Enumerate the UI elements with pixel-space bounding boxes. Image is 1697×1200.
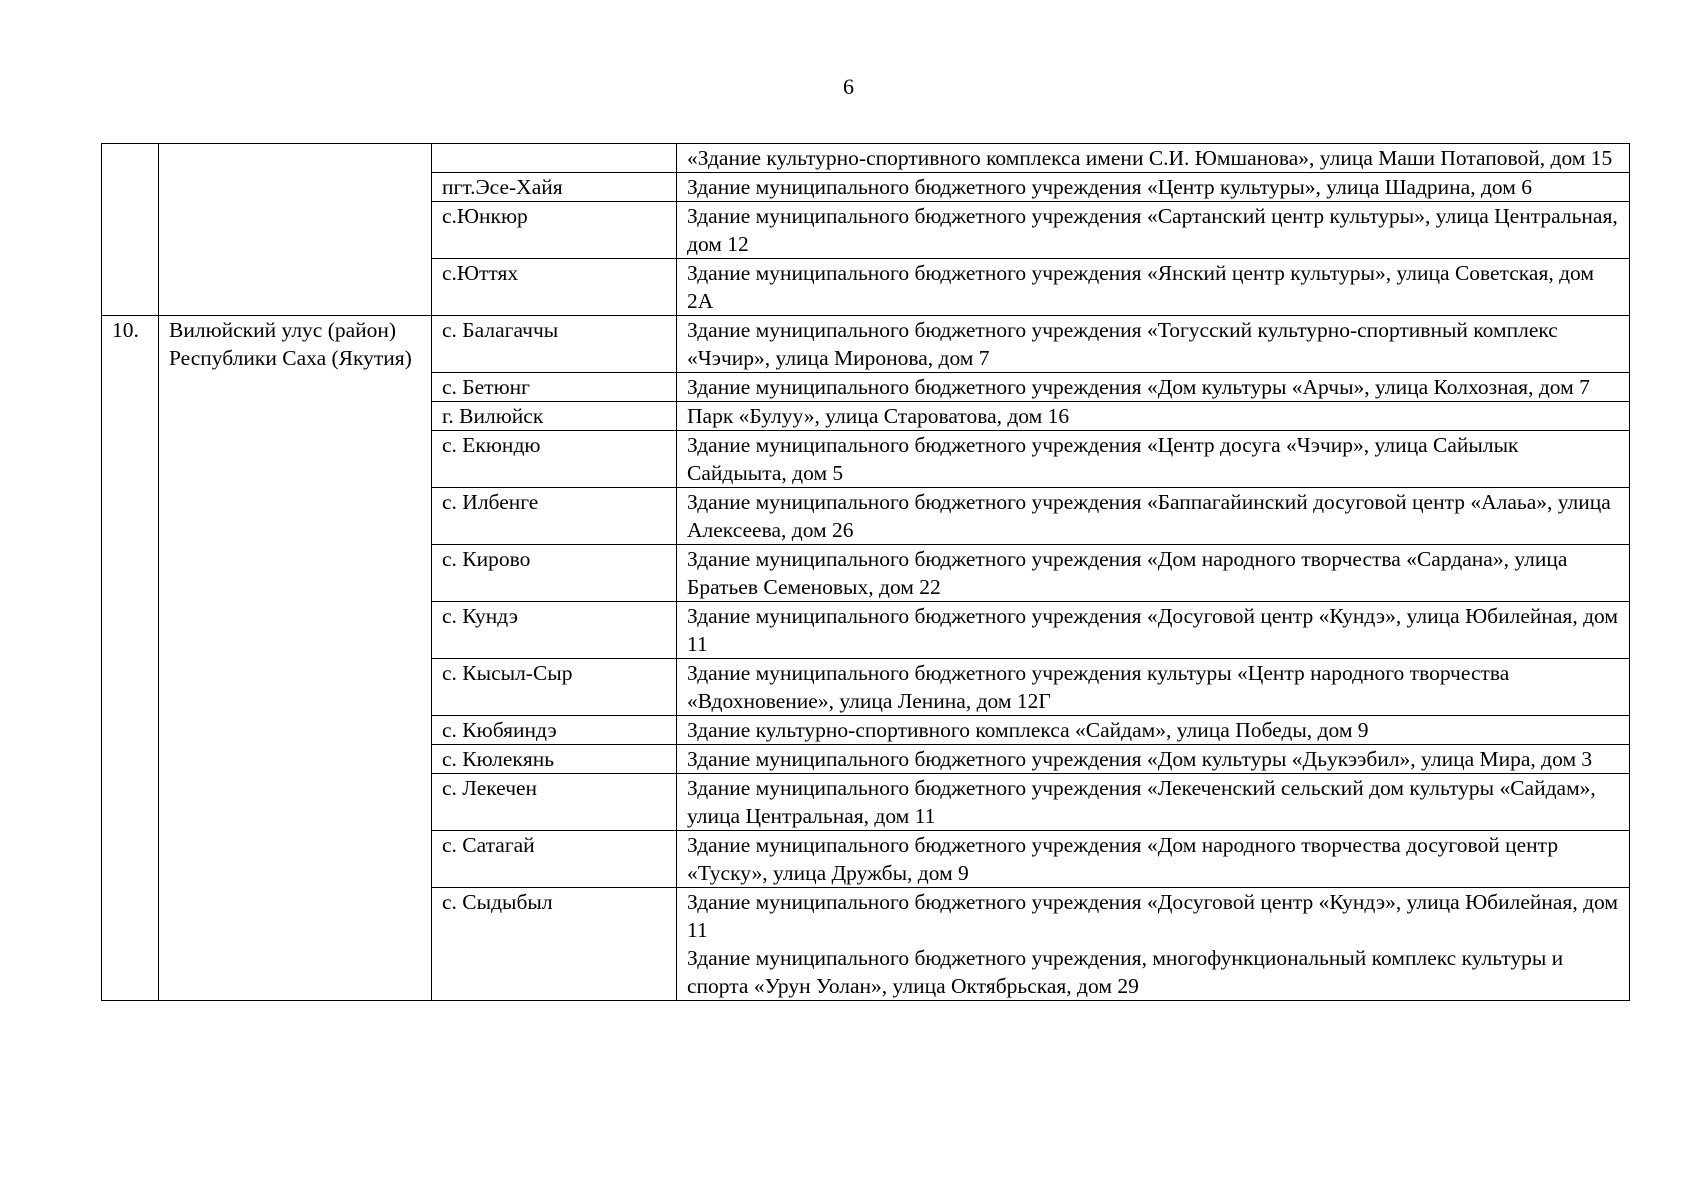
district-number: 10. <box>102 316 159 1001</box>
settlement-cell: с. Илбенге <box>432 488 677 545</box>
address-text: Здание культурно-спортивного комплекса «Сайдам», улица Победы, дом 9 <box>687 718 1369 742</box>
address-cell <box>677 488 1630 545</box>
address-cell <box>677 831 1630 888</box>
address-cell <box>677 173 1630 202</box>
address-text: Здание муниципального бюджетного учреждения «Лекеченский сельский дом культуры «Сайдам», улица Центральная, дом 11 <box>687 776 1596 828</box>
settlement-cell: с. Балагаччы <box>432 316 677 373</box>
address-text: Здание муниципального бюджетного учреждения культуры «Центр народного творчества «Вдохновение», улица Ленина, дом 12Г <box>687 661 1510 713</box>
address-text: Здание муниципального бюджетного учреждения «Янский центр культуры», улица Советская, дом 2А <box>687 261 1594 313</box>
settlement-cell: с. Кысыл-Сыр <box>432 659 677 716</box>
settlement-cell: г. Вилюйск <box>432 402 677 431</box>
address-text: Здание муниципального бюджетного учреждения «Досуговой центр «Кундэ», улица Юбилейная, дом 11 <box>687 890 1618 942</box>
settlement-cell: с. Кюбяиндэ <box>432 716 677 745</box>
settlement-cell: с.Юнкюр <box>432 202 677 259</box>
settlement-cell <box>432 144 677 173</box>
table-row <box>102 144 1630 173</box>
address-cell <box>677 316 1630 373</box>
settlement-cell: с. Сыдыбыл <box>432 888 677 1001</box>
settlement-cell: с. Кундэ <box>432 602 677 659</box>
address-text: Здание муниципального бюджетного учреждения «Дом культуры «Дьукээбил», улица Мира, дом 3 <box>687 747 1593 771</box>
address-cell <box>677 144 1630 173</box>
address-cell <box>677 373 1630 402</box>
settlement-cell: с. Бетюнг <box>432 373 677 402</box>
address-text: Здание муниципального бюджетного учреждения «Баппагайинский досуговой центр «Алаьа», улица Алексеева, дом 26 <box>687 490 1611 542</box>
address-cell <box>677 716 1630 745</box>
address-cell <box>677 402 1630 431</box>
number-cell-empty <box>102 144 159 316</box>
address-cell <box>677 745 1630 774</box>
settlement-cell: с. Кирово <box>432 545 677 602</box>
settlement-cell: с. Кюлекянь <box>432 745 677 774</box>
address-cell <box>677 431 1630 488</box>
page-number: 6 <box>843 74 854 99</box>
address-cell <box>677 888 1630 1001</box>
settlement-cell: с. Сатагай <box>432 831 677 888</box>
address-cell <box>677 659 1630 716</box>
settlement-cell: с. Лекечен <box>432 774 677 831</box>
address-cell <box>677 545 1630 602</box>
table-row <box>102 316 1630 373</box>
address-text: Здание муниципального бюджетного учреждения «Сартанский центр культуры», улица Центральная, дом 12 <box>687 204 1618 256</box>
address-text: Здание муниципального бюджетного учреждения «Тогусский культурно-спортивный комплекс «Чэчир», улица Миронова, дом 7 <box>687 318 1558 370</box>
address-cell <box>677 202 1630 259</box>
address-text: Здание муниципального бюджетного учреждения «Дом народного творчества досуговой центр «Туску», улица Дружбы, дом 9 <box>687 833 1559 885</box>
address-text: Здание муниципального бюджетного учреждения «Дом культуры «Арчы», улица Колхозная, дом 7 <box>687 375 1590 399</box>
venues-table <box>101 143 1630 1001</box>
address-cell <box>677 602 1630 659</box>
district-name: Вилюйский улус (район) Республики Саха (Якутия) <box>159 316 432 1001</box>
settlement-cell: с.Юттях <box>432 259 677 316</box>
settlement-cell: пгт.Эсе-Хайя <box>432 173 677 202</box>
address-text: Здание муниципального бюджетного учреждения, многофункциональный комплекс культуры и спорта «Урун Уолан», улица Октябрьская, дом 29 <box>687 946 1564 998</box>
settlement-cell: с. Екюндю <box>432 431 677 488</box>
address-text: Здание муниципального бюджетного учреждения «Досуговой центр «Кундэ», улица Юбилейная, дом 11 <box>687 604 1618 656</box>
address-cell <box>677 259 1630 316</box>
district-cell-empty <box>159 144 432 316</box>
address-text: Парк «Булуу», улица Староватова, дом 16 <box>687 404 1070 428</box>
address-text: Здание муниципального бюджетного учреждения «Центр досуга «Чэчир», улица Сайылык Сайдыыта, дом 5 <box>687 433 1519 485</box>
address-text: Здание муниципального бюджетного учреждения «Центр культуры», улица Шадрина, дом 6 <box>687 175 1532 199</box>
address-text: Здание муниципального бюджетного учреждения «Дом народного творчества «Сардана», улица Братьев Семеновых, дом 22 <box>687 547 1568 599</box>
address-cell <box>677 774 1630 831</box>
address-text: «Здание культурно-спортивного комплекса имени С.И. Юмшанова», улица Маши Потаповой, дом 15 <box>687 146 1613 170</box>
